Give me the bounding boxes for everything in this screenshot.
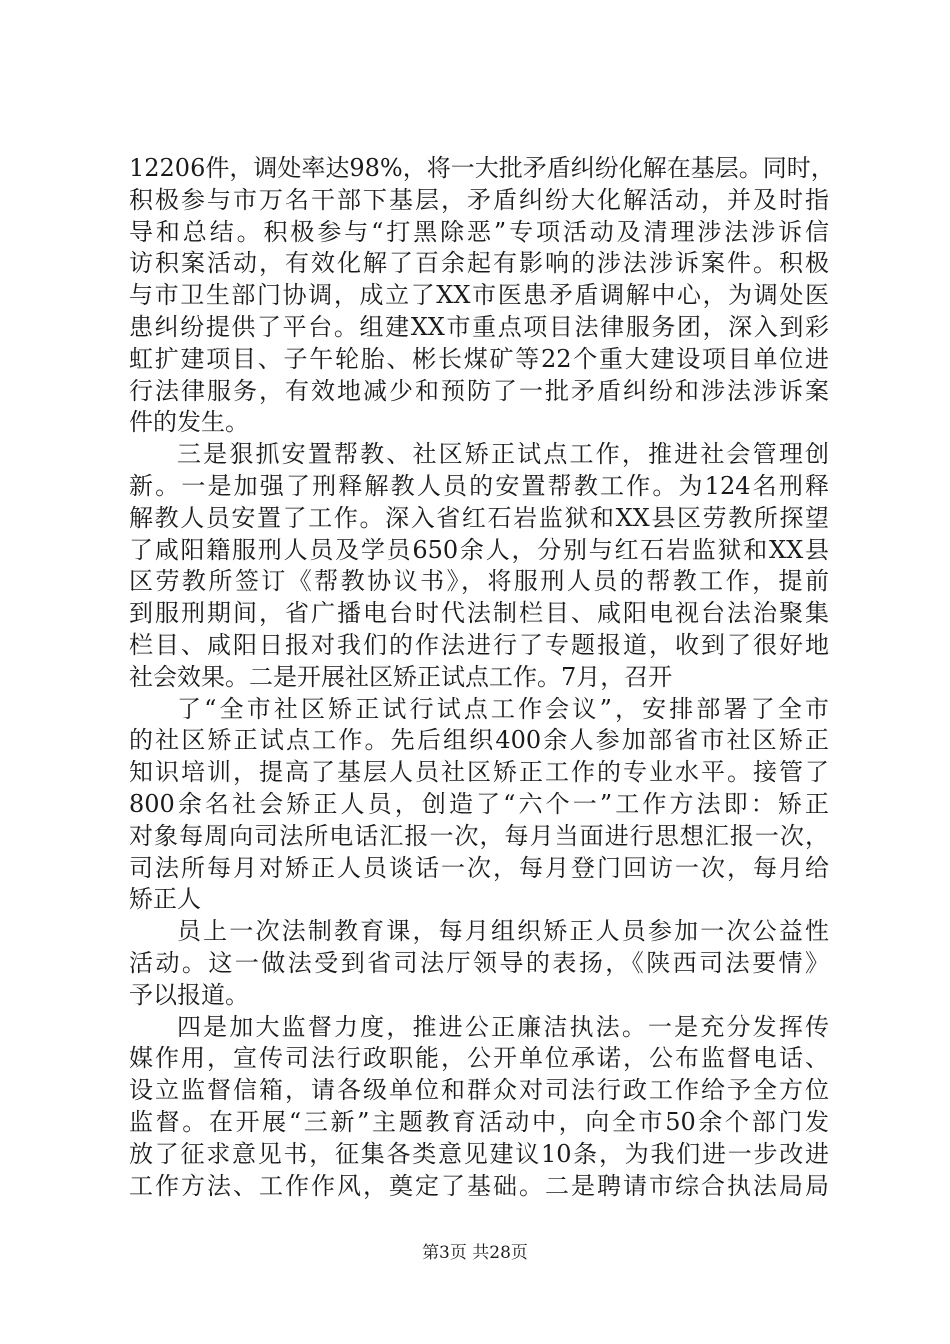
paragraph-4 xyxy=(129,916,829,1011)
text-line: 新。一是加强了刑释解教人员的安置帮教工作。为124名刑释 xyxy=(129,471,829,500)
text-line: 虹扩建项目、子午轮胎、彬长煤矿等22个重大建设项目单位进 xyxy=(129,344,829,373)
text-line: 区劳教所签订《帮教协议书》，将服刑人员的帮教工作，提前 xyxy=(129,567,829,596)
paragraph-2 xyxy=(129,439,829,693)
text-line: 四是加大监督力度，推进公正廉洁执法。一是充分发挥传 xyxy=(177,1012,829,1041)
text-line: 800余名社会矫正人员，创造了“六个一”工作方法即：矫正 xyxy=(129,789,829,818)
text-line: 访积案活动，有效化解了百余起有影响的涉法涉诉案件。积极 xyxy=(129,249,829,278)
document-body xyxy=(129,153,835,1202)
text-line: 的社区矫正试点工作。先后组织400余人参加部省市社区矫正 xyxy=(129,726,829,755)
text-line: 解教人员安置了工作。深入省红石岩监狱和XX县区劳教所探望 xyxy=(129,503,829,532)
paragraph-1 xyxy=(129,153,835,439)
text-line: 监督。在开展“三新”主题教育活动中，向全市50余个部门发 xyxy=(129,1107,829,1136)
text-line: 到服刑期间，省广播电台时代法制栏目、咸阳电视台法治聚集 xyxy=(129,599,829,628)
text-line: 设立监督信箱，请各级单位和群众对司法行政工作给予全方位 xyxy=(129,1076,829,1105)
text-line: 与市卫生部门协调，成立了XX市医患矛盾调解中心，为调处医 xyxy=(129,281,829,310)
text-line: 矫正人 xyxy=(129,885,201,914)
text-line: 栏目、咸阳日报对我们的作法进行了专题报道，收到了很好地 xyxy=(129,630,829,659)
text-line: 患纠纷提供了平台。组建XX市重点项目法律服务团，深入到彩 xyxy=(129,312,829,341)
page-number-footer: 第3页 共28页 xyxy=(422,1243,528,1263)
text-line: 对象每周向司法所电话汇报一次，每月当面进行思想汇报一次， xyxy=(129,821,829,850)
text-line: 知识培训，提高了基层人员社区矫正工作的专业水平。接管了 xyxy=(129,758,829,787)
text-line: 件的发生。 xyxy=(129,408,249,437)
paragraph-3 xyxy=(129,694,829,917)
text-line: 行法律服务，有效地减少和预防了一批矛盾纠纷和涉法涉诉案 xyxy=(129,376,829,405)
text-line: 12206件，调处率达98%，将一大批矛盾纠纷化解在基层。同时， xyxy=(129,154,835,182)
text-line: 导和总结。积极参与“打黑除恶”专项活动及清理涉法涉诉信 xyxy=(129,217,829,246)
text-line: 积极参与市万名干部下基层，矛盾纠纷大化解活动，并及时指 xyxy=(129,185,829,214)
text-line: 员上一次法制教育课，每月组织矫正人员参加一次公益性 xyxy=(177,917,829,946)
text-line: 了“全市社区矫正试行试点工作会议”，安排部署了全市 xyxy=(177,694,829,723)
text-line: 活动。这一做法受到省司法厅领导的表扬，《陕西司法要情》 xyxy=(129,948,829,977)
text-line: 社会效果。二是开展社区矫正试点工作。7月，召开 xyxy=(129,662,673,691)
text-line: 工作方法、工作作风，奠定了基础。二是聘请市综合执法局局 xyxy=(129,1171,829,1200)
text-line: 三是狠抓安置帮教、社区矫正试点工作，推进社会管理创 xyxy=(177,440,829,469)
text-line: 放了征求意见书，征集各类意见建议10条，为我们进一步改进 xyxy=(129,1139,829,1168)
text-line: 媒作用，宣传司法行政职能，公开单位承诺，公布监督电话、 xyxy=(129,1044,829,1073)
text-line: 予以报道。 xyxy=(129,980,249,1009)
text-line: 了咸阳籍服刑人员及学员650余人，分别与红石岩监狱和XX县 xyxy=(129,535,829,564)
paragraph-5 xyxy=(129,1012,829,1203)
text-line: 司法所每月对矫正人员谈话一次，每月登门回访一次，每月给 xyxy=(129,853,829,882)
